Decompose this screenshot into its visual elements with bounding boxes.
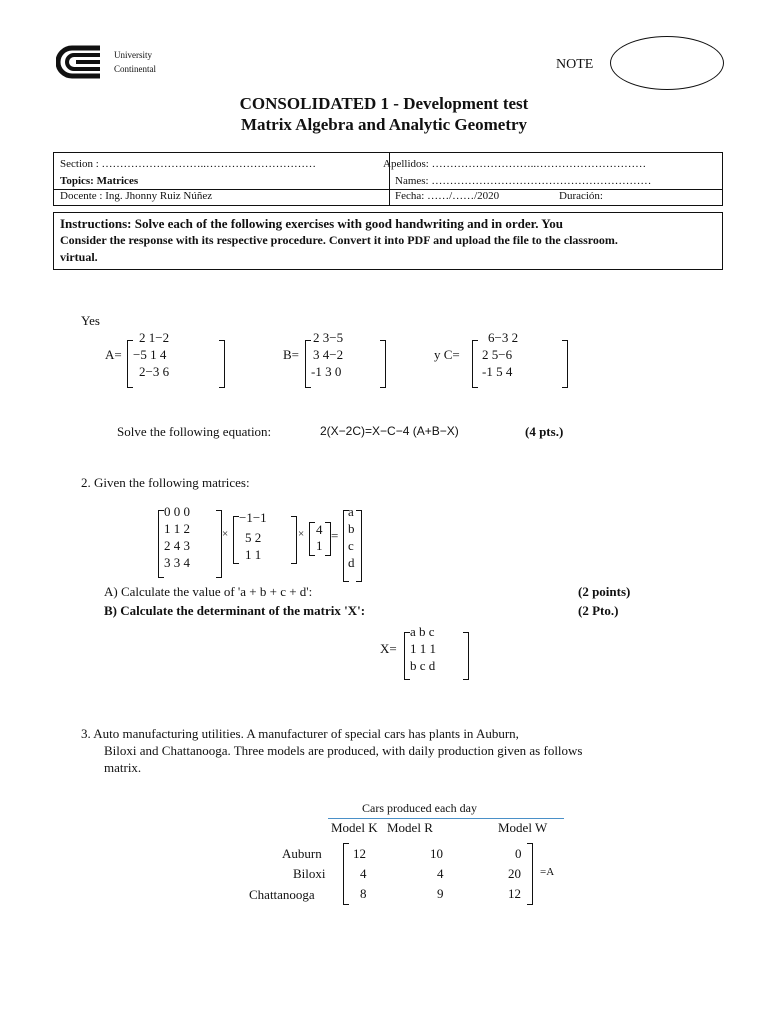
table-title-underline <box>328 818 564 819</box>
matrix-a-row: 2 1−2 <box>139 330 170 345</box>
problem3-line-1: 3. Auto manufacturing utilities. A manufacturer of special cars has plants in Auburn, <box>81 726 519 741</box>
matrix-cell: 8 <box>360 886 367 901</box>
problem3-line-3: matrix. <box>104 760 142 775</box>
column-header-model-k: Model K <box>331 820 378 835</box>
matrix-v-row: c <box>348 538 354 553</box>
problem2-part-a-points: (2 points) <box>578 584 631 599</box>
section-field: Section : ………………………..………………………… <box>60 158 317 170</box>
matrix-x-row: a b c <box>410 624 435 639</box>
matrix-m3-row: 1 <box>316 538 323 553</box>
matrix-cell: 12 <box>353 846 366 861</box>
problem2-part-a: A) Calculate the value of 'a + b + c + d': <box>104 584 313 599</box>
row-label-chattanooga: Chattanooga <box>249 887 315 902</box>
instructions-box <box>53 212 723 270</box>
matrix-m1-row: 1 1 2 <box>164 521 190 536</box>
matrix-m2-row: −1−1 <box>239 510 267 525</box>
university-logo <box>56 44 186 80</box>
column-header-model-w: Model W <box>498 820 548 835</box>
matrix-c-row: 2 5−6 <box>482 347 513 362</box>
matrix-m3-row: 4 <box>316 522 323 537</box>
matrix-cell: 20 <box>508 866 521 881</box>
matrix-a-row: −5 1 4 <box>133 347 167 362</box>
matrix-c-row: 6−3 2 <box>488 330 519 345</box>
matrix-b-row: 3 4−2 <box>313 347 344 362</box>
problem2-intro: 2. Given the following matrices: <box>81 475 250 490</box>
matrix-x-row: 1 1 1 <box>410 641 436 656</box>
matrix-cell: 4 <box>360 866 367 881</box>
matrix-cell: 0 <box>515 846 522 861</box>
matrix-a-label: A= <box>105 347 122 362</box>
note-label: NOTE <box>556 57 594 72</box>
problem2-part-b: B) Calculate the determinant of the matrix 'X': <box>104 603 366 618</box>
matrix-b-row: 2 3−5 <box>313 330 344 345</box>
matrix-b-row: -1 3 0 <box>311 364 342 379</box>
matrix-v-row: d <box>348 555 355 570</box>
matrix-x-row: b c d <box>410 658 436 673</box>
matrix-c-row: -1 5 4 <box>482 364 513 379</box>
column-header-model-r: Model R <box>387 820 433 835</box>
duracion-field: Duración: <box>559 190 603 202</box>
problem2-part-b-points: (2 Pto.) <box>578 603 619 618</box>
note-score-oval <box>610 36 724 90</box>
matrix-cell: 12 <box>508 886 521 901</box>
problem1-points: (4 pts.) <box>525 424 564 439</box>
times-sign: × <box>298 528 305 540</box>
equation-label: Solve the following equation: <box>117 424 272 439</box>
university-logo-icon <box>56 44 106 80</box>
equation: 2(X−2C)=X−C−4 (A+B−X) <box>320 424 459 438</box>
page-title: CONSOLIDATED 1 - Development test <box>239 94 529 113</box>
matrix-m1-row: 3 3 4 <box>164 555 190 570</box>
matrix-cell: 10 <box>430 846 443 861</box>
matrix-b-label: B= <box>283 347 300 362</box>
problem1-intro: Yes <box>81 313 100 328</box>
matrix-m2-row: 1 1 <box>245 547 262 562</box>
times-sign: × <box>222 528 229 540</box>
matrix-c-label: y C= <box>434 347 460 362</box>
instructions-line-3: virtual. <box>60 250 98 264</box>
matrix-v-row: b <box>348 521 355 536</box>
matrix-x-label: X= <box>380 641 397 656</box>
row-label-auburn: Auburn <box>282 846 322 861</box>
names-field: Names: …………………………………………………… <box>395 175 652 187</box>
apellidos-field: Apellidos: ………………………..………………………… <box>383 158 647 170</box>
page-subtitle: Matrix Algebra and Analytic Geometry <box>240 115 528 134</box>
instructions-line-1: Instructions: Solve each of the following exercises with good handwriting and in order. You <box>60 216 563 231</box>
matrix-m1-row: 0 0 0 <box>164 504 190 519</box>
matrix-m2-row: 5 2 <box>245 530 262 545</box>
matrix-cell: 4 <box>437 866 444 881</box>
matrix-v-row: a <box>348 504 354 519</box>
logo-line-2: Continental <box>114 64 156 74</box>
fecha-field: Fecha: ……/……/2020 <box>395 190 500 202</box>
docente-field: Docente : Ing. Jhonny Ruiz Núñez <box>60 190 213 202</box>
table-title: Cars produced each day <box>362 801 477 815</box>
matrix-a-assignment: =A <box>540 866 555 878</box>
row-label-biloxi: Biloxi <box>293 866 326 881</box>
equals-sign: = <box>331 528 339 543</box>
matrix-a-row: 2−3 6 <box>139 364 170 379</box>
student-info-box <box>53 152 723 206</box>
matrix-cell: 9 <box>437 886 444 901</box>
matrix-m1-row: 2 4 3 <box>164 538 190 553</box>
instructions-line-2: Consider the response with its respective procedure. Convert it into PDF and upload the file to the classroom. <box>60 233 618 247</box>
logo-line-1: University <box>114 50 152 60</box>
problem3-line-2: Biloxi and Chattanooga. Three models are produced, with daily production given as follows <box>104 743 583 758</box>
topics-field: Topics: Matrices <box>60 175 139 187</box>
